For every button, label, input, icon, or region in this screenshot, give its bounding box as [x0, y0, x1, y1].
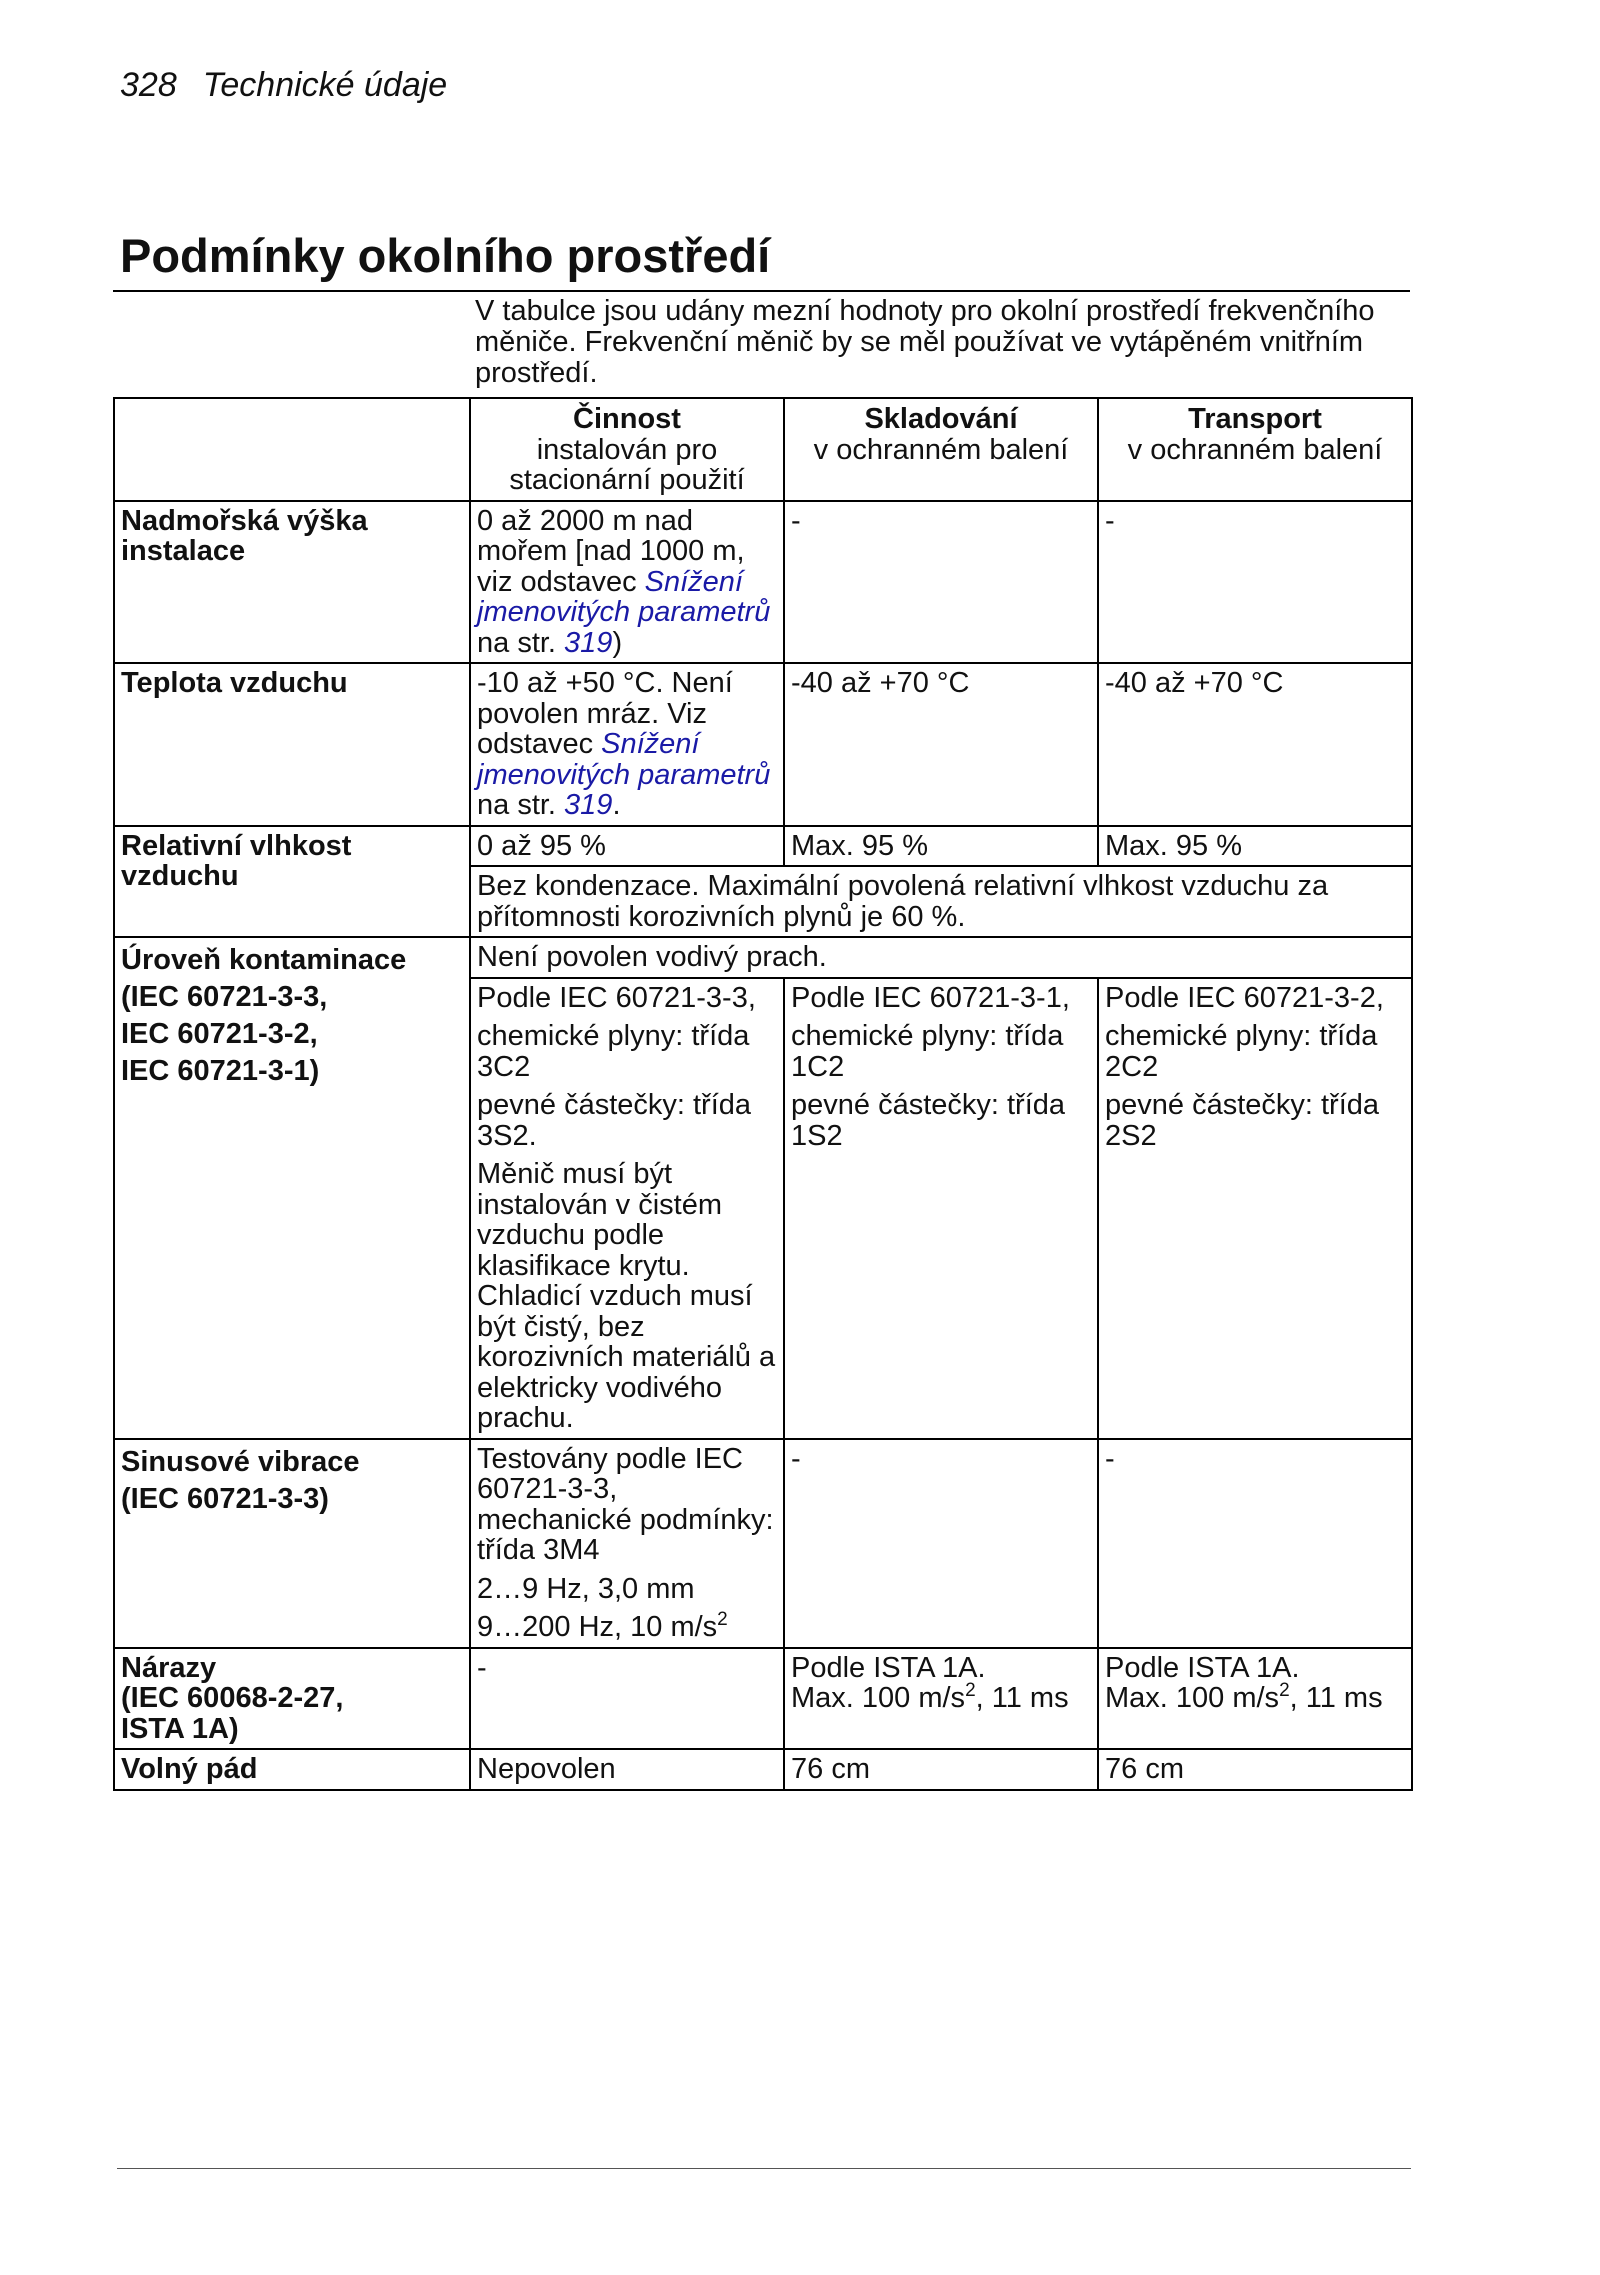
shock-label-line: Nárazy: [121, 1651, 217, 1684]
altitude-operation: [470, 501, 784, 664]
vibration-operation: [470, 1439, 784, 1648]
contamination-paragraph: pevné částečky: třída 3S2.: [477, 1089, 752, 1152]
vibration-label-line: (IEC 60721-3-3): [121, 1482, 329, 1515]
vibration-label-line: Sinusové vibrace: [121, 1445, 360, 1478]
air-temperature-operation-mid: na str.: [477, 789, 565, 821]
humidity-note: Bez kondenzace. Maximální povolená relativní vlhkost vzduchu za přítomnosti korozivních plynů je 60 %.: [470, 866, 1412, 937]
environment-table: [113, 397, 1413, 1791]
row-label-air-temperature: Teplota vzduchu: [114, 663, 470, 826]
header-storage-subtitle: v ochranném balení: [813, 433, 1069, 466]
contamination-paragraph: Podle IEC 60721-3-1,: [791, 981, 1070, 1014]
shock-paragraph: Podle ISTA 1A.: [791, 1651, 986, 1684]
row-label-free-fall: Volný pád: [114, 1749, 470, 1790]
table-row-altitude: [114, 501, 1412, 664]
table-row-contamination: [114, 937, 1412, 978]
page-ref-link[interactable]: 319: [564, 789, 613, 821]
free-fall-transport: 76 cm: [1098, 1749, 1412, 1790]
header-transport-subtitle: v ochranném balení: [1127, 433, 1383, 466]
shock-paragraph: [1105, 1680, 1405, 1714]
page-title: Podmínky okolního prostředí: [120, 229, 771, 282]
superscript: 2: [1279, 1680, 1290, 1701]
free-fall-storage: 76 cm: [784, 1749, 1098, 1790]
vibration-paragraph: [477, 1609, 777, 1643]
row-label-altitude: Nadmořská výška instalace: [114, 501, 470, 664]
humidity-transport: Max. 95 %: [1098, 826, 1412, 867]
derating-link[interactable]: Snížení jmenovitých parametrů: [477, 728, 771, 791]
header-operation: [470, 398, 784, 501]
header-storage-title: Skladování: [864, 403, 1018, 435]
shock-value: Max. 100 m/s: [791, 1682, 966, 1714]
superscript: 2: [717, 1609, 728, 1630]
table-row-free-fall: [114, 1749, 1412, 1790]
table-row-humidity: [114, 826, 1412, 867]
altitude-operation-text: 0 až 2000 m nad mořem [nad 1000 m, viz odstavec: [477, 504, 745, 598]
humidity-storage: Max. 95 %: [784, 826, 1098, 867]
contamination-paragraph: chemické plyny: třída 1C2: [791, 1020, 1064, 1083]
title-rule: [113, 290, 1410, 292]
air-temperature-operation: [470, 663, 784, 826]
table-header-row: [114, 398, 1412, 501]
free-fall-operation: Nepovolen: [470, 1749, 784, 1790]
derating-link[interactable]: Snížení jmenovitých parametrů: [477, 565, 771, 628]
row-label-vibration: [114, 1439, 470, 1648]
contamination-paragraph: pevné částečky: třída 2S2: [1105, 1089, 1380, 1152]
shock-label-line: ISTA 1A): [121, 1712, 239, 1745]
contamination-paragraph: Chladicí vzduch musí být čistý, bez korozivních materiálů a elektricky vodivého prachu.: [477, 1280, 776, 1434]
header-operation-subtitle: instalován pro stacionární použití: [509, 433, 745, 496]
intro-text: V tabulce jsou udány mezní hodnoty pro okolní prostředí frekvenčního měniče. Frekvenční měnič by se měl používat ve vytápěném vnitřním prostředí.: [475, 295, 1375, 389]
table-row-air-temperature: [114, 663, 1412, 826]
shock-value-suffix: , 11 ms: [1289, 1682, 1383, 1714]
contamination-storage: [784, 978, 1098, 1439]
superscript: 2: [965, 1680, 976, 1701]
vibration-storage: -: [784, 1439, 1098, 1648]
shock-value-suffix: , 11 ms: [975, 1682, 1069, 1714]
shock-paragraph: Podle ISTA 1A.: [1105, 1651, 1300, 1684]
vibration-value: 9…200 Hz, 10 m/s: [477, 1611, 718, 1643]
altitude-operation-mid: na str.: [477, 626, 565, 659]
contamination-paragraph: Podle IEC 60721-3-2,: [1105, 981, 1384, 1014]
contamination-operation: [470, 978, 784, 1439]
vibration-paragraph: 2…9 Hz, 3,0 mm: [477, 1572, 695, 1605]
humidity-operation: 0 až 95 %: [470, 826, 784, 867]
air-temperature-storage: -40 až +70 °C: [784, 663, 1098, 826]
contamination-paragraph: Podle IEC 60721-3-3,: [477, 981, 756, 1014]
shock-storage: [784, 1648, 1098, 1750]
altitude-transport: -: [1098, 501, 1412, 664]
header-empty-cell: [114, 398, 470, 501]
contamination-label-line: IEC 60721-3-1): [121, 1055, 320, 1087]
vibration-transport: -: [1098, 1439, 1412, 1648]
header-transport-title: Transport: [1188, 403, 1322, 435]
shock-paragraph: [791, 1680, 1091, 1714]
contamination-paragraph: chemické plyny: třída 2C2: [1105, 1020, 1378, 1083]
altitude-operation-end: ): [612, 626, 623, 659]
table-row-vibration: [114, 1439, 1412, 1648]
row-label-humidity: Relativní vlhkost vzduchu: [114, 826, 470, 938]
contamination-label-line: Úroveň kontaminace: [121, 944, 407, 976]
contamination-transport: [1098, 978, 1412, 1439]
shock-value: Max. 100 m/s: [1105, 1682, 1280, 1714]
vibration-paragraph: Testovány podle IEC 60721-3-3, mechanické podmínky: třída 3M4: [477, 1442, 774, 1566]
header-transport: [1098, 398, 1412, 501]
air-temperature-operation-end: .: [612, 789, 621, 821]
contamination-paragraph: chemické plyny: třída 3C2: [477, 1020, 750, 1083]
row-label-contamination: [114, 937, 470, 1439]
row-label-shock: [114, 1648, 470, 1750]
contamination-paragraph: pevné částečky: třída 1S2: [791, 1089, 1066, 1152]
altitude-storage: -: [784, 501, 1098, 664]
contamination-paragraph: Měnič musí být instalován v čistém vzduchu podle klasifikace krytu.: [477, 1158, 722, 1282]
air-temperature-transport: -40 až +70 °C: [1098, 663, 1412, 826]
table-row-shock: [114, 1648, 1412, 1750]
air-temperature-operation-text: -10 až +50 °C. Není povolen mráz. Viz odstavec: [477, 667, 733, 760]
contamination-label-line: IEC 60721-3-2,: [121, 1018, 318, 1050]
header-storage: [784, 398, 1098, 501]
shock-transport: [1098, 1648, 1412, 1750]
header-operation-title: Činnost: [573, 403, 681, 435]
contamination-label-line: (IEC 60721-3-3,: [121, 981, 328, 1013]
page-header: [120, 66, 447, 105]
shock-operation: -: [470, 1648, 784, 1750]
footer-rule: [117, 2168, 1411, 2169]
section-name: Technické údaje: [202, 66, 448, 104]
contamination-general: Není povolen vodivý prach.: [470, 937, 1412, 978]
shock-label-line: (IEC 60068-2-27,: [121, 1682, 344, 1714]
page-number: 328: [120, 66, 177, 104]
page-ref-link[interactable]: 319: [564, 626, 613, 659]
